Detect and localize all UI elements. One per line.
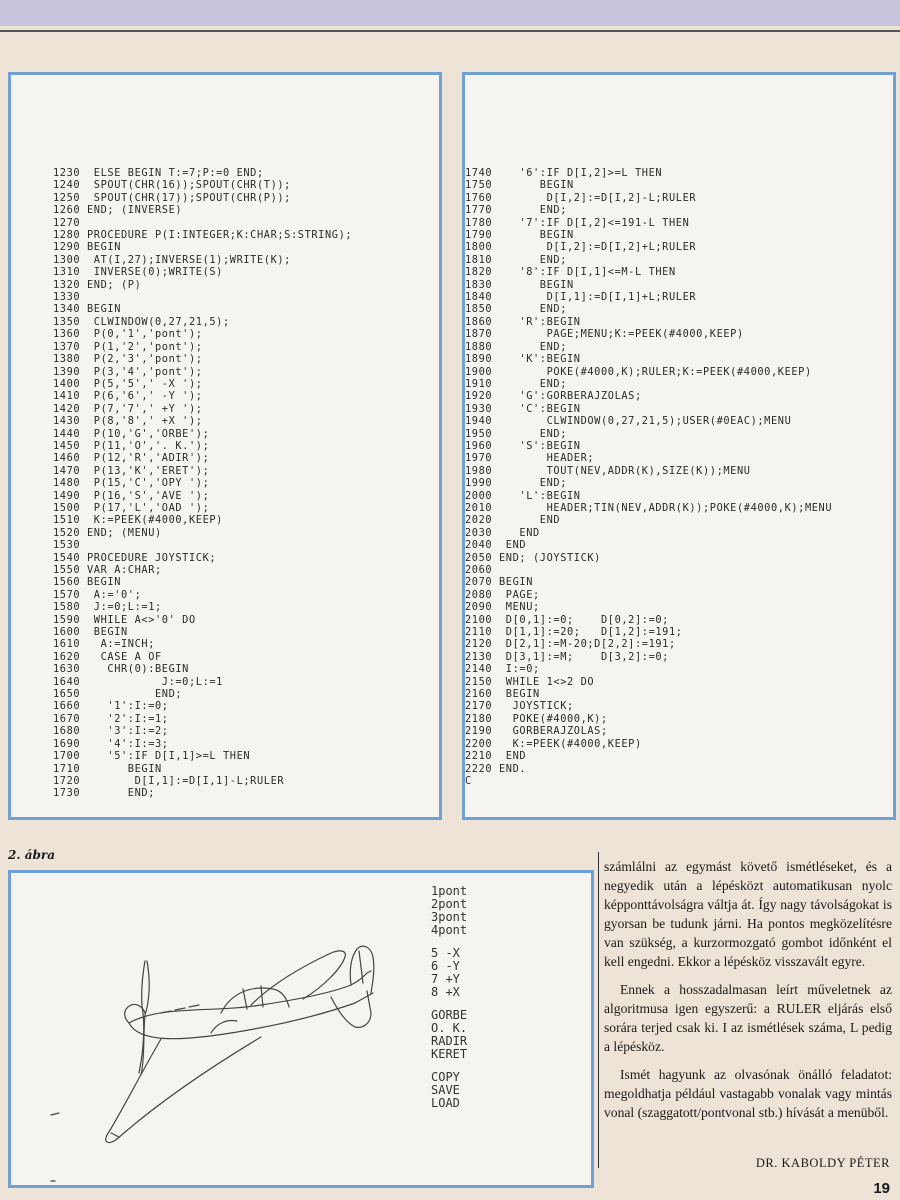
code-line: 1880 END; xyxy=(465,340,567,353)
code-line: 1250 SPOUT(CHR(17));SPOUT(CHR(P)); xyxy=(53,191,291,204)
code-line: 1530 xyxy=(53,539,81,552)
code-line: 1790 BEGIN xyxy=(465,229,574,242)
code-line: 1670 '2':I:=1; xyxy=(53,712,169,725)
menu-item: 8 +X xyxy=(431,985,460,999)
code-line: 2080 PAGE; xyxy=(465,588,540,601)
screen-menu xyxy=(431,885,467,1120)
code-line: 2190 GORBERAJZOLAS; xyxy=(465,725,608,738)
figure-panel xyxy=(8,870,594,1188)
code-line: 2210 END xyxy=(465,750,527,763)
code-line: 1260 END; (INVERSE) xyxy=(53,204,183,217)
code-line: 1580 J:=0;L:=1; xyxy=(53,601,162,614)
code-line: 1860 'R':BEGIN xyxy=(465,315,581,328)
code-line: 1280 PROCEDURE P(I:INTEGER;K:CHAR;S:STRING); xyxy=(53,229,353,242)
code-listing-left xyxy=(53,167,352,800)
code-line: 2050 END; (JOYSTICK) xyxy=(465,551,601,564)
code-line: 1400 P(5,'5',' -X '); xyxy=(53,377,203,390)
menu-item: 1pont xyxy=(431,884,468,898)
top-rule xyxy=(0,30,900,32)
code-line: 1740 '6':IF D[I,2]>=L THEN xyxy=(465,167,663,179)
code-line: 2140 I:=0; xyxy=(465,663,540,676)
code-line: 1730 END; xyxy=(53,787,155,800)
top-color-band xyxy=(0,0,900,26)
menu-item: O. K. xyxy=(431,1021,468,1035)
code-line: 1450 P(11,'O','. K.'); xyxy=(53,439,210,452)
code-line: 1540 PROCEDURE JOYSTICK; xyxy=(53,551,217,564)
code-line: 1640 J:=0;L:=1 xyxy=(53,675,223,688)
code-line: 1940 CLWINDOW(0,27,21,5);USER(#0EAC);MENU xyxy=(465,415,792,428)
code-line: 1980 TOUT(NEV,ADDR(K),SIZE(K));MENU xyxy=(465,464,751,477)
code-line: 1390 P(3,'4','pont'); xyxy=(53,365,203,378)
code-line: 1510 K:=PEEK(#4000,KEEP) xyxy=(53,514,223,527)
code-line: 1850 END; xyxy=(465,303,567,316)
article-text xyxy=(604,857,892,1131)
code-line: 1330 xyxy=(53,291,81,304)
code-line: 1550 VAR A:CHAR; xyxy=(53,564,162,576)
code-line: 1960 'S':BEGIN xyxy=(465,439,581,452)
code-line: 2070 BEGIN xyxy=(465,576,533,589)
code-line: 1700 '5':IF D[I,1]>=L THEN xyxy=(53,750,251,763)
code-line: 2100 D[0,1]:=0; D[0,2]:=0; xyxy=(465,613,669,626)
code-line: 1470 P(13,'K','ERET'); xyxy=(53,464,210,477)
code-line: 2120 D[2,1]:=M-20;D[2,2]:=191; xyxy=(465,638,676,651)
code-line: 1600 BEGIN xyxy=(53,626,128,639)
code-line: 1830 BEGIN xyxy=(465,278,574,291)
code-line: 1380 P(2,'3','pont'); xyxy=(53,353,203,366)
code-line: 1890 'K':BEGIN xyxy=(465,353,581,366)
code-line: 2020 END xyxy=(465,514,561,527)
code-line: 1930 'C':BEGIN xyxy=(465,402,581,415)
code-line: 1460 P(12,'R','ADIR'); xyxy=(53,452,210,465)
code-line: 1970 HEADER; xyxy=(465,452,595,465)
code-line: 1500 P(17,'L','OAD '); xyxy=(53,501,210,514)
code-line: 1570 A:='0'; xyxy=(53,588,142,601)
code-line: 1650 END; xyxy=(53,688,183,701)
code-line: 1750 BEGIN xyxy=(465,179,574,192)
code-line: 2200 K:=PEEK(#4000,KEEP) xyxy=(465,737,642,750)
code-line: 1920 'G':GORBERAJZOLAS; xyxy=(465,390,642,403)
code-line: 1370 P(1,'2','pont'); xyxy=(53,340,203,353)
menu-item: SAVE xyxy=(431,1083,460,1097)
menu-item: 4pont xyxy=(431,923,468,937)
code-line: 1610 A:=INCH; xyxy=(53,638,155,651)
code-line: 1720 D[I,1]:=D[I,1]-L;RULER xyxy=(53,774,285,787)
menu-group xyxy=(431,885,467,937)
menu-item: LOAD xyxy=(431,1096,460,1110)
listing-panel-right xyxy=(462,72,896,820)
code-line: 1270 xyxy=(53,216,81,229)
code-line: 1630 CHR(0):BEGIN xyxy=(53,663,189,676)
code-line: 1910 END; xyxy=(465,377,567,390)
code-line: 2010 HEADER;TIN(NEV,ADDR(K));POKE(#4000,K);MENU xyxy=(465,501,833,514)
code-line: 2130 D[3,1]:=M; D[3,2]:=0; xyxy=(465,650,669,663)
code-line: 1760 D[I,2]:=D[I,2]-L;RULER xyxy=(465,191,697,204)
code-listing-right xyxy=(465,167,832,787)
listing-panel-left xyxy=(8,72,442,820)
code-line: 1300 AT(I,27);INVERSE(1);WRITE(K); xyxy=(53,253,291,266)
code-line: 1950 END; xyxy=(465,427,567,440)
code-line: 2090 MENU; xyxy=(465,601,540,614)
code-line: 1710 BEGIN xyxy=(53,762,162,775)
code-line: 1430 P(8,'8',' +X '); xyxy=(53,415,203,428)
code-line: 1870 PAGE;MENU;K:=PEEK(#4000,KEEP) xyxy=(465,328,744,341)
code-line: 1780 '7':IF D[I,2]<=191-L THEN xyxy=(465,216,690,229)
menu-group xyxy=(431,947,467,999)
figure-caption: 2. ábra xyxy=(8,848,55,862)
code-line: 2000 'L':BEGIN xyxy=(465,489,581,502)
code-line: 2150 WHILE 1<>2 DO xyxy=(465,675,595,688)
code-line: 1660 '1':I:=0; xyxy=(53,700,169,713)
code-line: 1360 P(0,'1','pont'); xyxy=(53,328,203,341)
menu-item: 7 +Y xyxy=(431,972,460,986)
author-name: DR. KABOLDY PÉTER xyxy=(755,1156,890,1170)
code-line: 1320 END; (P) xyxy=(53,278,142,291)
column-divider xyxy=(598,852,599,1168)
menu-group xyxy=(431,1009,467,1061)
code-line: 1480 P(15,'C','OPY '); xyxy=(53,477,210,490)
code-line: 1520 END; (MENU) xyxy=(53,526,162,539)
code-line: C xyxy=(465,774,472,787)
code-line: 1410 P(6,'6',' -Y '); xyxy=(53,390,203,403)
code-line: 1350 CLWINDOW(0,27,21,5); xyxy=(53,315,230,328)
page-number: 19 xyxy=(873,1180,890,1197)
article-paragraph: Ismét hagyunk az olvasónak önálló feladatot: megoldhatja például vastagabb vonalak vagy mintás vonal (szaggatott/pontvonal stb.) hívását a menüből. xyxy=(604,1067,892,1120)
code-line: 2060 xyxy=(465,564,493,576)
code-line: 1770 END; xyxy=(465,204,567,217)
code-line: 1420 P(7,'7',' +Y '); xyxy=(53,402,203,415)
code-line: 1340 BEGIN xyxy=(53,303,121,316)
menu-item: 2pont xyxy=(431,897,468,911)
code-line: 1990 END; xyxy=(465,477,567,490)
code-line: 1440 P(10,'G','ORBE'); xyxy=(53,427,210,440)
code-line: 1560 BEGIN xyxy=(53,576,121,589)
code-line: 2030 END xyxy=(465,526,540,539)
article-paragraph: Ennek a hosszadalmasan leírt műveletnek az algoritmusa igen egyszerű: a RULER eljárás első sorára terjed csak ki. I az ismétlések száma, L pedig a lépésköz. xyxy=(604,982,892,1054)
code-line: 1840 D[I,1]:=D[I,1]+L;RULER xyxy=(465,291,697,304)
code-line: 1490 P(16,'S','AVE '); xyxy=(53,489,210,502)
code-line: 1690 '4':I:=3; xyxy=(53,737,169,750)
code-line: 1290 BEGIN xyxy=(53,241,121,254)
menu-item: GORBE xyxy=(431,1008,468,1022)
code-line: 1800 D[I,2]:=D[I,2]+L;RULER xyxy=(465,241,697,254)
code-line: 1900 POKE(#4000,K);RULER;K:=PEEK(#4000,KEEP) xyxy=(465,365,812,378)
code-line: 2180 POKE(#4000,K); xyxy=(465,712,608,725)
airplane-drawing xyxy=(11,873,591,1185)
menu-item: 6 -Y xyxy=(431,959,460,973)
code-line: 1820 '8':IF D[I,1]<=M-L THEN xyxy=(465,266,676,279)
code-line: 1230 ELSE BEGIN T:=7;P:=0 END; xyxy=(53,167,264,179)
code-line: 1310 INVERSE(0);WRITE(S) xyxy=(53,266,223,279)
code-line: 2040 END xyxy=(465,539,527,552)
menu-item: 5 -X xyxy=(431,946,460,960)
code-line: 2160 BEGIN xyxy=(465,688,540,701)
menu-item: RADIR xyxy=(431,1034,468,1048)
code-line: 2110 D[1,1]:=20; D[1,2]:=191; xyxy=(465,626,683,639)
code-line: 1620 CASE A OF xyxy=(53,650,162,663)
menu-item: KERET xyxy=(431,1047,468,1061)
code-line: 1810 END; xyxy=(465,253,567,266)
code-line: 2220 END. xyxy=(465,762,527,775)
code-line: 1680 '3':I:=2; xyxy=(53,725,169,738)
code-line: 1240 SPOUT(CHR(16));SPOUT(CHR(T)); xyxy=(53,179,291,192)
article-paragraph: számlálni az egymást követő ismétléseket, és a negyedik után a lépésközt automatikusan nyolc képponttávolságra váltja át. Így nagy távolságokat is gyorsan be tudunk járni. Ha pontos megközelítésre van szükség, a kurzormozgató gombot időnként el kell engedni. Ekkor a lépésköz visszavált egyre. xyxy=(604,859,892,969)
menu-item: 3pont xyxy=(431,910,468,924)
menu-item: COPY xyxy=(431,1070,460,1084)
code-line: 2170 JOYSTICK; xyxy=(465,700,574,713)
code-line: 1590 WHILE A<>'0' DO xyxy=(53,613,196,626)
menu-group xyxy=(431,1071,467,1110)
